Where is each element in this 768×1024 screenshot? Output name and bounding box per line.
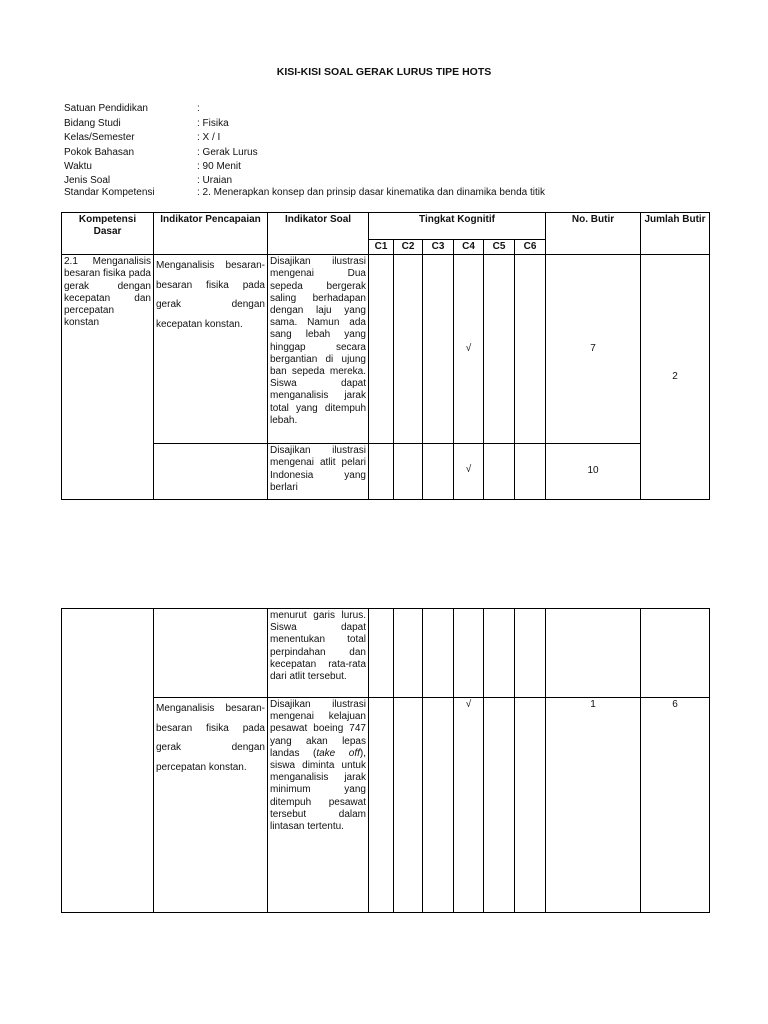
header-indikator-soal: Indikator Soal [268, 213, 369, 255]
indikator-soal-italic: take off [316, 747, 360, 759]
meta-value: : Uraian [197, 174, 233, 186]
header-c5: C5 [484, 240, 515, 255]
indikator-pencapaian-cell: Menganalisis besaran-besaran fisika pada gerak dengan kecepatan konstan. [154, 255, 268, 444]
kisi-kisi-table-page2 [61, 608, 710, 913]
meta-label: Standar Kompetensi [64, 186, 155, 198]
meta-label: Kelas/Semester [64, 132, 135, 143]
indikator-pencapaian-cell [154, 444, 268, 500]
indikator-pencapaian-cell: Menganalisis besaran-besaran fisika pada gerak dengan percepatan konstan. [154, 698, 268, 913]
header-c4: C4 [454, 240, 484, 255]
indikator-soal-cell: Disajikan ilustrasi mengenai atlit pelari Indonesia yang berlari [268, 444, 369, 500]
jumlah-butir-cell: 2 [641, 255, 710, 500]
meta-value: : X / I [197, 132, 221, 143]
check-mark-c4: √ [454, 444, 484, 500]
meta-label: Pokok Bahasan [64, 146, 135, 158]
meta-value: : Fisika [197, 117, 229, 129]
kisi-kisi-table-page1 [61, 212, 710, 500]
meta-label: Jenis Soal [64, 174, 111, 186]
meta-value: : 90 Menit [197, 161, 241, 172]
header-indikator-pencapaian: Indikator Pencapaian [154, 213, 268, 255]
meta-value: : Gerak Lurus [197, 146, 258, 158]
meta-value: : 2. Menerapkan konsep dan prinsip dasar kinematika dan dinamika benda titik [197, 186, 545, 198]
header-c3: C3 [423, 240, 454, 255]
indikator-soal-cell: Disajikan ilustrasi mengenai Dua sepeda bergerak saling berhadapan dengan laju yang sama. Namun ada sang lebah yang hinggap secara bergantian di ujung ban sepeda mereka. Siswa dapat menganalisis jarak total yang ditempuh lebah. [268, 255, 369, 444]
jumlah-butir-cell: 6 [641, 698, 710, 913]
indikator-soal-cell [268, 698, 369, 913]
header-c2: C2 [394, 240, 423, 255]
check-mark-c4: √ [454, 255, 484, 444]
indikator-pencapaian-cell [154, 609, 268, 698]
header-c1: C1 [369, 240, 394, 255]
indikator-soal-text: Disajikan ilustrasi mengenai kelajuan pesawat boeing 747 yang akan lepas landas ( [270, 699, 366, 759]
indikator-soal-cell: menurut garis lurus. Siswa dapat menentukan total perpindahan dan kecepatan rata-rata dari atlit tersebut. [268, 609, 369, 698]
header-no-butir: No. Butir [546, 213, 641, 255]
kompetensi-dasar-cell [62, 609, 154, 913]
check-mark-c4: √ [454, 698, 484, 913]
meta-label: Waktu [64, 161, 92, 172]
header-c6: C6 [515, 240, 546, 255]
header-tingkat-kognitif: Tingkat Kognitif [369, 213, 546, 240]
header-kompetensi-dasar: Kompetensi Dasar [62, 213, 154, 255]
no-butir-cell: 1 [546, 698, 641, 913]
indikator-soal-text: ), siswa diminta untuk menganalisis jarak minimum yang ditempuh pesawat tersebut dalam lintasan tertentu. [270, 747, 366, 833]
meta-label: Satuan Pendidikan [64, 103, 148, 114]
meta-label: Bidang Studi [64, 117, 121, 129]
header-jumlah-butir: Jumlah Butir [641, 213, 710, 255]
kompetensi-dasar-cell: 2.1 Menganalisis besaran fisika pada gerak dengan kecepatan dan percepatan konstan [62, 255, 154, 500]
meta-value: : [197, 103, 200, 114]
document-title: KISI-KISI SOAL GERAK LURUS TIPE HOTS [276, 66, 492, 78]
no-butir-cell: 7 [546, 255, 641, 444]
no-butir-cell: 10 [546, 444, 641, 500]
